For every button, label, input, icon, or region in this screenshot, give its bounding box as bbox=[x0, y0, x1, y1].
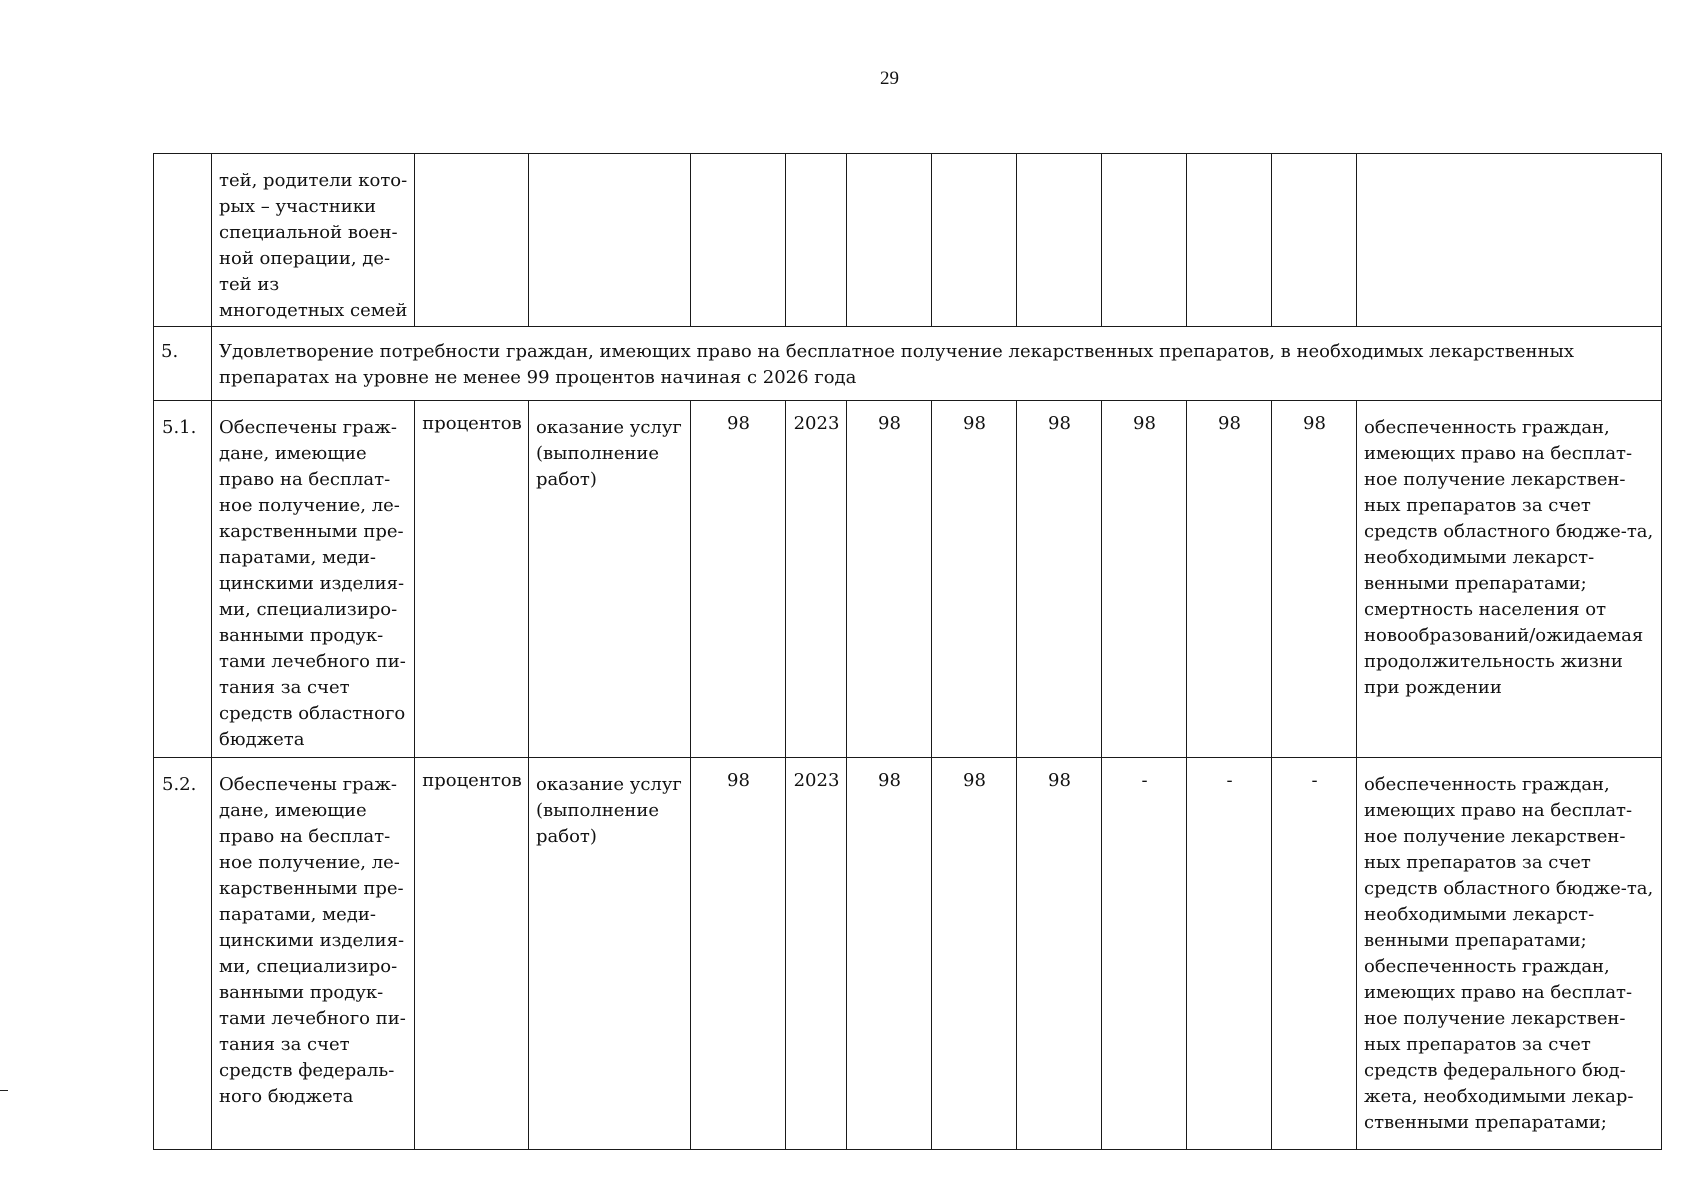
row-value-1: 98 bbox=[847, 758, 932, 1150]
section-row bbox=[154, 327, 1662, 401]
cell-empty bbox=[1102, 154, 1187, 327]
row-value-2: 98 bbox=[932, 758, 1017, 1150]
row-base-value: 98 bbox=[691, 401, 786, 758]
cell-empty bbox=[1272, 154, 1357, 327]
section-index: 5. bbox=[154, 327, 212, 401]
row-value-5: 98 bbox=[1187, 401, 1272, 758]
row-value-4: - bbox=[1102, 758, 1187, 1150]
cell-empty bbox=[1357, 154, 1662, 327]
table-row bbox=[154, 758, 1662, 1150]
cell-empty bbox=[691, 154, 786, 327]
row-value-3: 98 bbox=[1017, 401, 1102, 758]
cell-name-continuation: тей, родители кото-рых – участники специальной воен-ной операции, де-тей из многодетных семей bbox=[212, 154, 415, 327]
row-value-6: 98 bbox=[1272, 401, 1357, 758]
row-link: обеспеченность граждан, имеющих право на бесплат-ное получение лекарствен-ных препаратов за счет средств областного бюдже-та, необходимыми лекарст-венными препаратами; смертность населения от новообразований/ожидаемая продолжительность жизни при рождении bbox=[1357, 401, 1662, 758]
row-name: Обеспечены граж-дане, имеющие право на бесплат-ное получение, ле-карственными пре-паратами, меди-цинскими изделия-ми, специализиро-ванными продук-тами лечебного пи-тания за счет средств федераль-ного бюджета bbox=[212, 758, 415, 1150]
row-value-3: 98 bbox=[1017, 758, 1102, 1150]
row-link: обеспеченность граждан, имеющих право на бесплат-ное получение лекарствен-ных препаратов за счет средств областного бюдже-та, необходимыми лекарст-венными препаратами; обеспеченность граждан, имеющих право на бесплат-ное получение лекарствен-ных препаратов за счет средств федерального бюд-жета, необходимыми лекар-ственными препаратами; bbox=[1357, 758, 1662, 1150]
cell-empty bbox=[415, 154, 529, 327]
row-value-4: 98 bbox=[1102, 401, 1187, 758]
section-title: Удовлетворение потребности граждан, имеющих право на бесплатное получение лекарственных препаратов, в необходимых лекарственных препаратах на уровне не менее 99 процентов начиная с 2026 года bbox=[212, 327, 1662, 401]
row-value-2: 98 bbox=[932, 401, 1017, 758]
indicators-table bbox=[153, 153, 1662, 1150]
row-value-6: - bbox=[1272, 758, 1357, 1150]
row-value-5: - bbox=[1187, 758, 1272, 1150]
row-name: Обеспечены граж-дане, имеющие право на бесплат-ное получение, ле-карственными пре-паратами, меди-цинскими изделия-ми, специализиро-ванными продук-тами лечебного пи-тания за счет средств областного бюджета bbox=[212, 401, 415, 758]
row-base-year: 2023 bbox=[786, 401, 847, 758]
cell-index-empty bbox=[154, 154, 212, 327]
table-row-continuation bbox=[154, 154, 1662, 327]
table-row bbox=[154, 401, 1662, 758]
row-type: оказание услуг (выполнение работ) bbox=[529, 401, 691, 758]
cell-empty bbox=[1017, 154, 1102, 327]
row-type: оказание услуг (выполнение работ) bbox=[529, 758, 691, 1150]
cell-empty bbox=[529, 154, 691, 327]
cell-empty bbox=[847, 154, 932, 327]
row-index: 5.1. bbox=[154, 401, 212, 758]
row-unit: процентов bbox=[415, 758, 529, 1150]
cell-empty bbox=[786, 154, 847, 327]
row-base-value: 98 bbox=[691, 758, 786, 1150]
cell-empty bbox=[1187, 154, 1272, 327]
cell-empty bbox=[932, 154, 1017, 327]
row-value-1: 98 bbox=[847, 401, 932, 758]
row-index: 5.2. bbox=[154, 758, 212, 1150]
row-base-year: 2023 bbox=[786, 758, 847, 1150]
page-number: 29 bbox=[880, 68, 899, 89]
margin-mark bbox=[0, 1090, 8, 1091]
row-unit: процентов bbox=[415, 401, 529, 758]
